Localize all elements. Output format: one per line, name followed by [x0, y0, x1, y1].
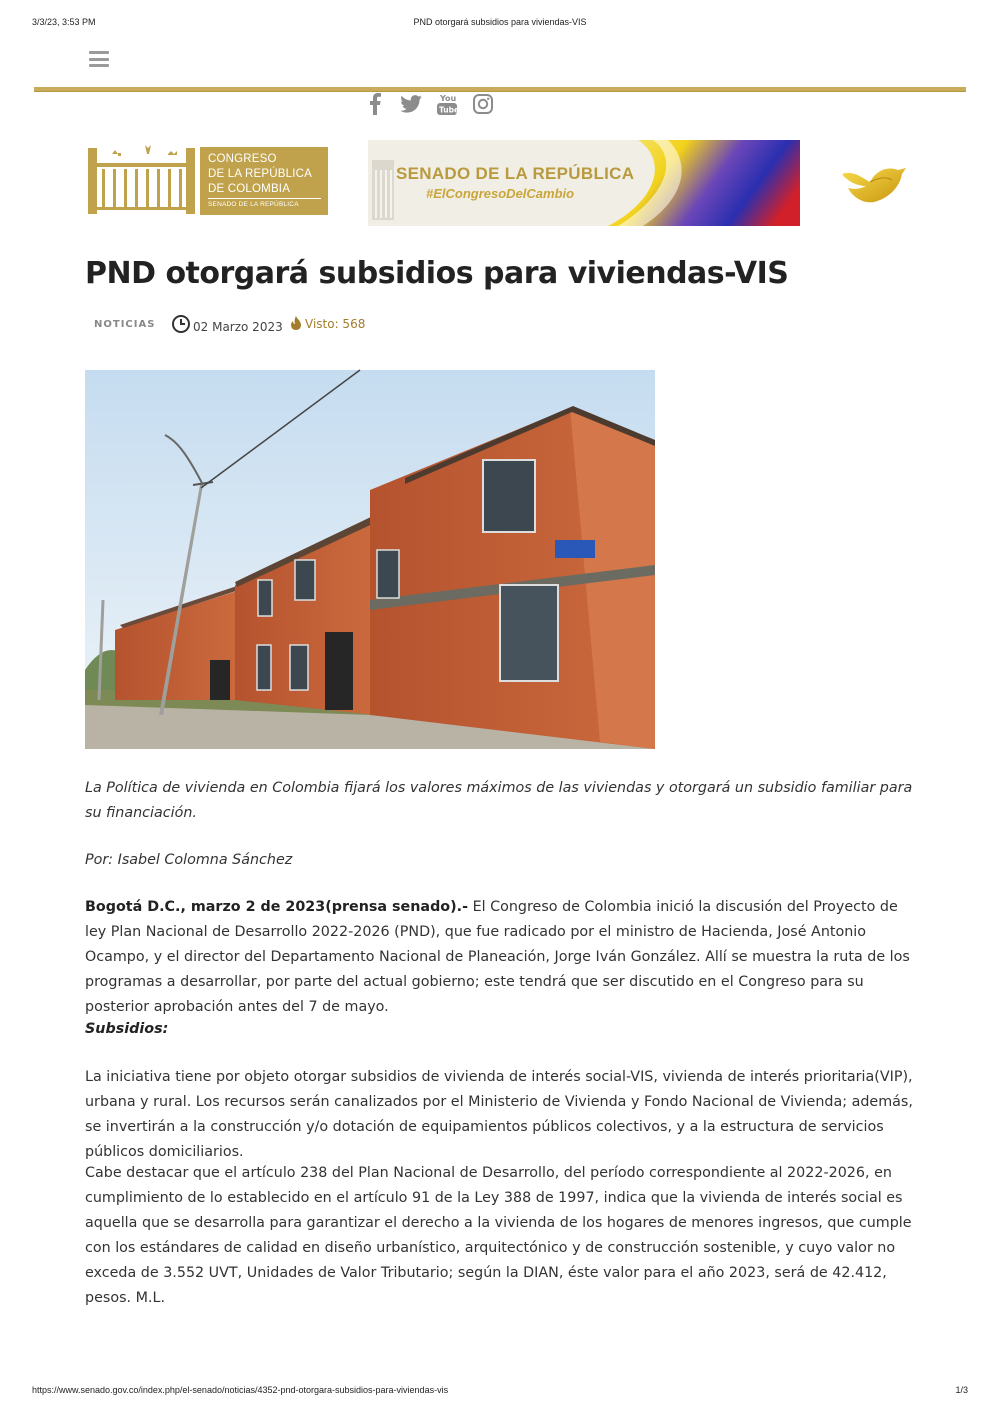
instagram-icon[interactable] — [472, 93, 494, 115]
header-divider — [34, 87, 966, 92]
article-title: PND otorgará subsidios para viviendas-VIS — [85, 256, 789, 291]
publish-date: 02 Marzo 2023 — [193, 320, 283, 334]
paragraph-1-text: El Congreso de Colombia inició la discusión del Proyecto de ley Plan Nacional de Desarrollo 2022-2026 (PND), que fue radicado por el ministro de Hacienda, José Antonio Ocampo, y el director del Departamento Nacional de Planeación, Jorge Iván González. Allí se muestra la ruta de los programas a desarrollar, por parte del actual gobierno; este tendrá que ser discutido en el Congreso para su posterior aprobación antes del 7 de mayo. — [85, 899, 910, 1015]
logo-text-box — [200, 147, 328, 215]
article-paragraph-1 — [85, 895, 917, 1020]
twitter-icon[interactable] — [400, 93, 422, 115]
category-link[interactable]: NOTICIAS — [94, 319, 156, 330]
print-url: https://www.senado.gov.co/index.php/el-senado/noticias/4352-pnd-otorgara-subsidios-para-viviendas-vis — [32, 1385, 449, 1395]
senado-banner[interactable] — [368, 140, 816, 226]
fire-icon — [290, 316, 302, 330]
clock-icon — [171, 314, 191, 334]
article-photo — [85, 370, 655, 749]
logo-line-2: DE LA REPÚBLICA — [208, 168, 312, 180]
article-paragraph-3: Cabe destacar que el artículo 238 del Plan Nacional de Desarrollo, del período correspondiente al 2022-2026, en cumplimiento de lo establecido en el artículo 91 de la Ley 388 de 1997, indica que la vivienda de interés social es aquella que se desarrolla para garantizar el derecho a la vivienda de los hogares de menores ingresos, que cumple con los estándares de calidad en diseño urbanístico, arquitectónico y de construcción sostenible, y cuyo valor no exceda de 3.552 UVT, Unidades de Valor Tributario; según la DIAN, éste valor para el año 2023, será de 42.412, pesos. M.L. — [85, 1165, 912, 1306]
image-caption: La Política de vivienda en Colombia fijará los valores máximos de las viviendas y otorgará un subsidio familiar para su financiación. — [85, 780, 913, 821]
svg-text:You: You — [440, 94, 457, 103]
print-footer — [32, 1385, 968, 1399]
banner-title: SENADO DE LA REPÚBLICA — [396, 164, 635, 183]
youtube-icon[interactable] — [436, 93, 458, 115]
svg-text:Tube: Tube — [439, 105, 460, 115]
article-meta — [85, 314, 485, 336]
capitol-emblem-icon — [88, 142, 198, 215]
article-byline: Por: Isabel Colomna Sánchez — [85, 852, 293, 868]
logo-line-1: CONGRESO — [208, 153, 277, 165]
congreso-logo[interactable] — [88, 142, 328, 215]
logo-line-4: SENADO DE LA REPÚBLICA — [208, 201, 299, 208]
dateline: Bogotá D.C., marzo 2 de 2023(prensa senado).- — [85, 899, 469, 915]
subheading-subsidios: Subsidios: — [85, 1021, 169, 1037]
banner-hashtag: #ElCongresoDelCambio — [426, 186, 575, 201]
logo-line-3: DE COLOMBIA — [208, 182, 321, 199]
facebook-icon[interactable] — [364, 93, 386, 115]
social-links — [364, 93, 494, 115]
print-datetime: 3/3/23, 3:53 PM — [32, 17, 96, 27]
print-page-number: 1/3 — [955, 1385, 968, 1395]
print-page-title: PND otorgará subsidios para viviendas-VIS — [413, 17, 587, 27]
hamburger-menu-icon[interactable] — [89, 51, 109, 67]
print-header — [32, 17, 968, 31]
view-count: Visto: 568 — [305, 317, 366, 331]
dove-icon — [840, 160, 910, 206]
article-paragraph-2: La iniciativa tiene por objeto otorgar subsidios de vivienda de interés social-VIS, vivienda de interés prioritaria(VIP), urbana y rural. Los recursos serán canalizados por el Ministerio de Vivienda y Fondo Nacional de Vivienda; además, se invertirán a la construcción y/o dotación de equipamientos públicos colectivos, y a la estructura de servicios públicos domiciliarios. — [85, 1069, 913, 1160]
